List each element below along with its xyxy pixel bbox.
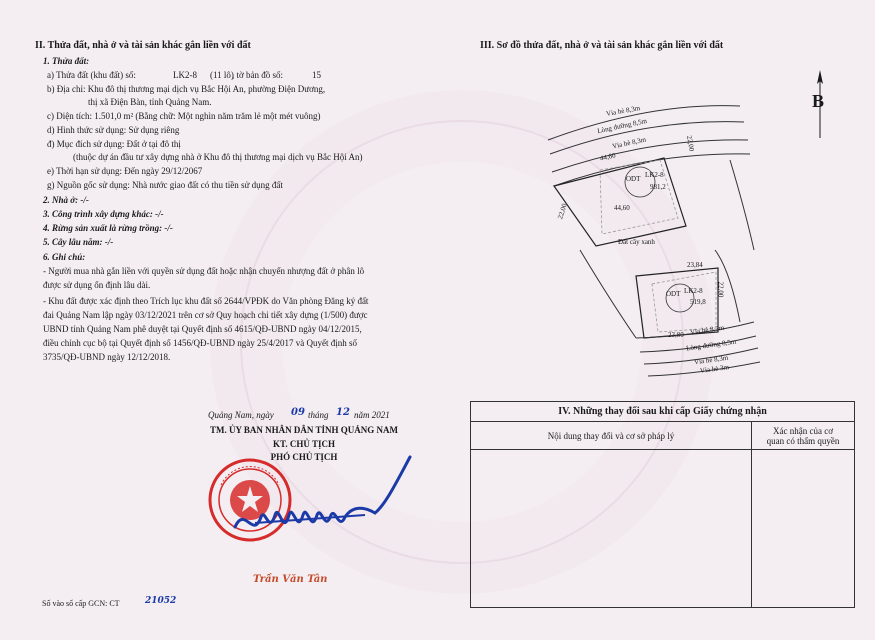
plot1-land-code: ODT xyxy=(626,175,641,183)
plot2-top-dimension: 23,84 xyxy=(687,261,703,269)
date-month: 12 xyxy=(336,407,350,418)
signer-name: Trần Văn Tân xyxy=(253,574,328,585)
date-year: năm 2021 xyxy=(354,410,390,420)
signature-icon xyxy=(225,445,425,555)
plot1-id: LK2-8 xyxy=(645,171,664,179)
date-month-label: tháng xyxy=(308,410,329,420)
map-sheet-value: 15 xyxy=(312,70,321,80)
north-letter: B xyxy=(812,91,825,111)
item-house: 2. Nhà ở: -/- xyxy=(43,195,89,205)
note-2-line-2: đai Quảng Nam lập ngày 03/12/2021 trên cơ sở Quy hoạch chi tiết xây dựng (1/500) được xyxy=(43,310,368,320)
street-bottom-inner-label: Vỉa hè 8,3m xyxy=(689,323,725,337)
changes-column-confirmation-line-2: quan có thẩm quyền xyxy=(766,435,840,446)
plot2-right-dimension: 22,00 xyxy=(716,281,725,298)
item-forest: 4. Rừng sản xuất là rừng trồng: -/- xyxy=(43,223,173,233)
map-sheet-label: , tờ bản đồ số: xyxy=(232,70,284,80)
on-behalf-chairman: KT. CHỦ TỊCH xyxy=(273,439,335,449)
note-1-line-2: được sử dụng ổn định lâu dài. xyxy=(43,280,151,290)
address-line-1: b) Địa chỉ: Khu đô thị thương mại dịch vụ Bắc Hội An, phường Điện Dương, xyxy=(47,84,326,94)
gcn-register-number: 21052 xyxy=(145,596,177,606)
date-day: 09 xyxy=(291,407,305,418)
plot1-top-dimension: 44,60 xyxy=(599,151,617,163)
changes-column-confirmation xyxy=(752,422,855,450)
changes-column-confirmation-line-1: Xác nhận của cơ xyxy=(773,425,833,436)
plot1-bottom-dimension: 44,60 xyxy=(614,204,630,212)
item-perennial-trees: 5. Cây lâu năm: -/- xyxy=(43,237,114,247)
area-line: c) Diện tích: 1.501,0 m² (Bằng chữ: Một nghìn năm trăm lẻ một mét vuông) xyxy=(47,111,321,121)
land-heading: 1. Thửa đất: xyxy=(43,56,90,66)
date-prefix: Quảng Nam, ngày xyxy=(208,410,274,420)
plot2-bottom-dimension: 23,80 xyxy=(668,331,684,339)
section-2-title: II. Thửa đất, nhà ở và tài sản khác gắn liền với đất xyxy=(35,40,251,51)
plot2-land-code: ODT xyxy=(666,290,681,298)
gcn-register-label: Số vào sổ cấp GCN: CT xyxy=(42,599,120,608)
usage-purpose-line-2: (thuộc dự án đầu tư xây dựng nhà ở Khu đô thị thương mại dịch vụ Bắc Hội An) xyxy=(73,152,363,162)
issuing-authority: TM. ỦY BAN NHÂN DÂN TỈNH QUẢNG NAM xyxy=(210,425,398,435)
changes-column-content: Nội dung thay đổi và cơ sở pháp lý xyxy=(471,422,752,450)
street-bottom-corner-label: Vỉa hè 3m xyxy=(699,363,730,375)
note-2-line-3: UBND tỉnh Quảng Nam phê duyệt tại Quyết định số 4615/QĐ-UBND ngày 04/12/2015, xyxy=(43,324,362,334)
plot2-area: 519,8 xyxy=(690,298,706,306)
street-top-mid-label: Lòng đường 8,5m xyxy=(596,116,648,136)
note-2-line-1: - Khu đất được xác định theo Trích lục khu đất số 2644/VPĐK do Văn phòng Đăng ký đất xyxy=(43,296,369,306)
note-1-line-1: - Người mua nhà gắn liền với quyền sử dụng đất hoặc nhận chuyển nhượng đất ở phân lô xyxy=(43,266,365,276)
usage-form-line: d) Hình thức sử dụng: Sử dụng riêng xyxy=(47,125,180,135)
changes-confirmation-cell xyxy=(752,450,855,608)
address-line-2: thị xã Điện Bàn, tỉnh Quảng Nam. xyxy=(88,97,212,107)
note-2-line-5: 3735/QĐ-UBND ngày 12/12/2018. xyxy=(43,352,171,362)
street-top-inner-label: Vỉa hè 8,3m xyxy=(611,135,647,151)
signer-role: PHÓ CHỦ TỊCH xyxy=(270,452,338,462)
plot1-right-dimension: 22,00 xyxy=(685,134,696,152)
usage-term-line: e) Thời hạn sử dụng: Đến ngày 29/12/2067 xyxy=(47,166,203,176)
land-number-value: LK2-8 xyxy=(173,70,197,80)
street-top-outer-label: Vỉa hè 8,3m xyxy=(605,104,641,118)
changes-content-cell xyxy=(471,450,752,608)
green-land-label: Đất cây xanh xyxy=(618,238,655,246)
street-bottom-outer-label: Vỉa hè 8,3m xyxy=(693,353,729,367)
street-bottom-mid-label: Lòng đường 8,5m xyxy=(685,337,737,353)
item-notes: 6. Ghi chú: xyxy=(43,252,86,262)
changes-table xyxy=(470,401,855,608)
item-other-construction: 3. Công trình xây dựng khác: -/- xyxy=(43,209,164,219)
plot1-area: 981,2 xyxy=(650,183,666,191)
usage-purpose-line-1: đ) Mục đích sử dụng: Đất ở tại đô thị xyxy=(47,139,181,149)
plot2-id: LK2-8 xyxy=(684,287,703,295)
land-lot-count: (11 lô) xyxy=(210,70,234,80)
changes-table-title: IV. Những thay đổi sau khi cấp Giấy chứng nhận xyxy=(471,402,855,422)
plot1-left-dimension: 22,00 xyxy=(556,202,569,221)
usage-origin-line: g) Nguồn gốc sử dụng: Nhà nước giao đất có thu tiền sử dụng đất xyxy=(47,180,283,190)
section-3-title: III. Sơ đồ thửa đất, nhà ở và tài sản khác gắn liền với đất xyxy=(480,40,724,51)
note-2-line-4: điều chỉnh cục bộ tại Quyết định số 1456/QĐ-UBND ngày 25/4/2017 và Quyết định số xyxy=(43,338,357,348)
land-number-label: a) Thửa đất (khu đất) số: xyxy=(47,70,136,80)
